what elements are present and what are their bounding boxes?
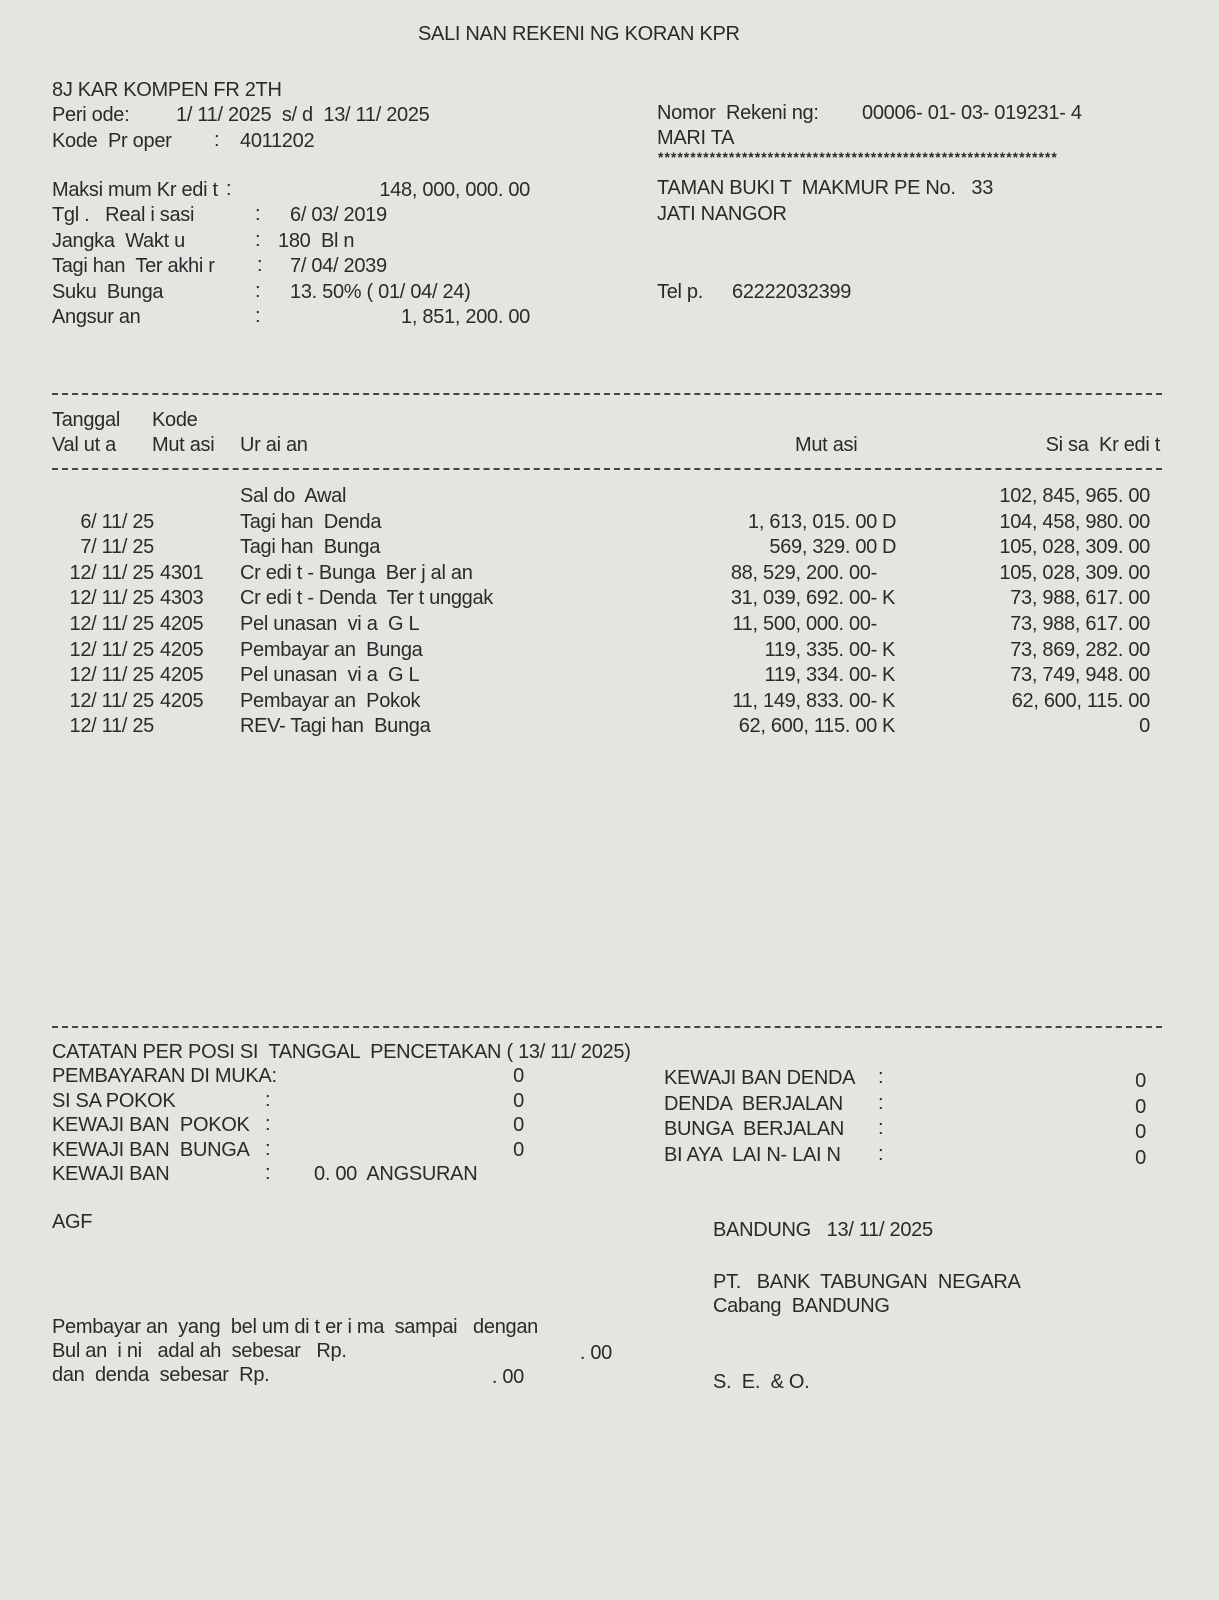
tx-flag: K bbox=[882, 664, 896, 687]
table-row bbox=[0, 586, 1219, 612]
tx-date: 12/ 11/ 25 bbox=[69, 613, 154, 635]
notes-label: SI SA POKOK bbox=[52, 1089, 176, 1112]
customer-name: MARI TA bbox=[657, 127, 735, 149]
tx-description: Pel unasan vi a G L bbox=[240, 613, 420, 635]
tx-description: Tagi han Bunga bbox=[240, 536, 381, 559]
table-row bbox=[0, 612, 1219, 638]
divider bbox=[52, 1026, 1162, 1028]
tx-balance: 105, 028, 309. 00 bbox=[999, 561, 1150, 584]
tx-date: 12/ 11/ 25 bbox=[69, 689, 154, 712]
tx-amount: 31, 039, 692. 00- bbox=[730, 587, 877, 610]
notes-label: BUNGA BERJALAN bbox=[664, 1118, 845, 1140]
address-line-1: TAMAN BUKI T MAKMUR PE No. 33 bbox=[657, 177, 994, 199]
header-tanggal: Tanggal bbox=[52, 409, 120, 431]
tx-description: Cr edi t - Bunga Ber j al an bbox=[240, 561, 473, 584]
divider bbox=[52, 468, 1162, 470]
penalty-amount: . 00 bbox=[491, 1366, 524, 1388]
tx-amount: 62, 600, 115. 00 bbox=[738, 715, 877, 738]
colon: : bbox=[878, 1091, 884, 1114]
tx-description: Sal do Awal bbox=[240, 485, 347, 507]
tx-flag: K bbox=[882, 638, 896, 661]
kode-proper-label: Kode Pr oper bbox=[52, 130, 172, 152]
tx-amount: 1, 613, 015. 00 bbox=[748, 510, 877, 533]
tx-flag: K bbox=[882, 689, 896, 712]
tx-code: 4301 bbox=[160, 561, 204, 584]
unpaid-message-line-3: dan denda sebesar Rp. bbox=[52, 1364, 270, 1386]
notes-label: PEMBAYARAN DI MUKA: bbox=[52, 1065, 277, 1087]
table-row bbox=[0, 663, 1219, 689]
tx-code: 4205 bbox=[160, 664, 204, 687]
tx-date: 7/ 11/ 25 bbox=[80, 536, 154, 559]
notes-title: CATATAN PER POSI SI TANGGAL PENCETAKAN ( 13/ 11/ 2025) bbox=[52, 1041, 631, 1063]
table-row bbox=[0, 484, 1219, 510]
tx-description: Cr edi t - Denda Ter t unggak bbox=[240, 587, 493, 610]
loan-info-value: 148, 000, 000. 00 bbox=[379, 179, 530, 201]
tx-flag: D bbox=[882, 510, 897, 533]
tx-balance: 62, 600, 115. 00 bbox=[1011, 689, 1150, 712]
place-date: BANDUNG 13/ 11/ 2025 bbox=[713, 1219, 933, 1241]
loan-info-label: Jangka Wakt u bbox=[52, 229, 185, 252]
loan-info-label: Tagi han Ter akhi r bbox=[52, 255, 215, 278]
notes-value: 0 bbox=[513, 1065, 524, 1087]
tx-flag: K bbox=[882, 587, 896, 610]
table-row bbox=[0, 638, 1219, 664]
header-mutasi-code: Mut asi bbox=[152, 434, 215, 456]
tx-description: Pel unasan vi a G L bbox=[240, 664, 420, 687]
tx-date: 12/ 11/ 25 bbox=[69, 664, 154, 687]
periode-value: 1/ 11/ 2025 s/ d 13/ 11/ 2025 bbox=[176, 104, 430, 126]
colon: : bbox=[878, 1117, 884, 1139]
colon: : bbox=[255, 279, 261, 302]
telp-label: Tel p. bbox=[657, 281, 704, 303]
table-row bbox=[0, 535, 1219, 561]
tx-code: 4303 bbox=[160, 587, 204, 610]
tx-balance: 104, 458, 980. 00 bbox=[999, 510, 1150, 533]
tx-date: 6/ 11/ 25 bbox=[80, 510, 154, 533]
colon: : bbox=[257, 254, 263, 277]
colon: : bbox=[255, 228, 261, 251]
loan-info-label: Suku Bunga bbox=[52, 280, 164, 303]
bank-name: PT. BANK TABUNGAN NEGARA bbox=[713, 1271, 1021, 1293]
tx-balance: 105, 028, 309. 00 bbox=[999, 536, 1150, 559]
unpaid-message-line-2: Bul an i ni adal ah sebesar Rp. bbox=[52, 1340, 347, 1362]
tx-amount: 119, 335. 00- bbox=[764, 638, 877, 661]
notes-label: KEWAJI BAN POKOK bbox=[52, 1114, 250, 1136]
tx-amount: 11, 500, 000. 00- bbox=[732, 613, 877, 635]
colon: : bbox=[265, 1137, 271, 1160]
kewajiban-value: 0. 00 ANGSURAN bbox=[314, 1163, 478, 1185]
notes-value: 0 bbox=[513, 1089, 524, 1112]
tx-date: 12/ 11/ 25 bbox=[69, 587, 154, 610]
tx-balance: 73, 749, 948. 00 bbox=[1010, 664, 1150, 687]
loan-info-label: Angsur an bbox=[52, 306, 141, 328]
header-kode: Kode bbox=[152, 409, 198, 431]
officer-code: AGF bbox=[52, 1211, 93, 1233]
colon: : bbox=[878, 1142, 884, 1165]
notes-value: 0 bbox=[513, 1114, 524, 1136]
table-row bbox=[0, 714, 1219, 740]
product-name: 8J KAR KOMPEN FR 2TH bbox=[52, 79, 282, 101]
unpaid-message-line-1: Pembayar an yang bel um di t er i ma sampai dengan bbox=[52, 1316, 538, 1338]
address-line-2: JATI NANGOR bbox=[657, 203, 787, 225]
kewajiban-label: KEWAJI BAN bbox=[52, 1163, 170, 1185]
loan-info-label: Tgl . Real i sasi bbox=[52, 204, 195, 227]
tx-description: Pembayar an Bunga bbox=[240, 638, 423, 661]
tx-balance: 73, 988, 617. 00 bbox=[1010, 613, 1150, 635]
colon: : bbox=[255, 305, 261, 327]
tx-balance: 0 bbox=[1139, 715, 1150, 738]
colon: : bbox=[265, 1113, 271, 1135]
tx-balance: 73, 869, 282. 00 bbox=[1010, 638, 1150, 661]
colon: : bbox=[265, 1088, 271, 1111]
notes-value: 0 bbox=[513, 1138, 524, 1161]
notes-value: 0 bbox=[1135, 1095, 1146, 1118]
periode-label: Peri ode: bbox=[52, 104, 130, 126]
loan-info-value: 180 Bl n bbox=[278, 229, 355, 252]
notes-value: 0 bbox=[1135, 1146, 1146, 1169]
colon: : bbox=[255, 203, 261, 226]
tx-flag: K bbox=[882, 715, 896, 738]
notes-label: KEWAJI BAN DENDA bbox=[664, 1067, 856, 1089]
tx-code: 4205 bbox=[160, 638, 204, 661]
tx-description: Tagi han Denda bbox=[240, 510, 382, 533]
notes-value: 0 bbox=[1135, 1121, 1146, 1143]
loan-info-label: Maksi mum Kr edi t bbox=[52, 179, 218, 201]
tx-balance: 102, 845, 965. 00 bbox=[999, 485, 1150, 507]
star-divider: ************************************************************** bbox=[658, 150, 1058, 164]
notes-label: DENDA BERJALAN bbox=[664, 1092, 843, 1115]
notes-label: KEWAJI BAN BUNGA bbox=[52, 1138, 250, 1161]
divider bbox=[52, 393, 1162, 395]
header-valuta: Val ut a bbox=[52, 434, 116, 456]
notes-value: 0 bbox=[1135, 1070, 1146, 1092]
colon: : bbox=[226, 178, 232, 200]
header-mutasi: Mut asi bbox=[795, 434, 858, 456]
tx-date: 12/ 11/ 25 bbox=[69, 715, 154, 738]
kode-proper-value: 4011202 bbox=[240, 130, 315, 152]
colon: : bbox=[878, 1066, 884, 1088]
document-title: SALI NAN REKENI NG KORAN KPR bbox=[418, 23, 740, 45]
tx-balance: 73, 988, 617. 00 bbox=[1010, 587, 1150, 610]
telp-value: 62222032399 bbox=[732, 281, 852, 303]
sign-note: S. E. & O. bbox=[713, 1371, 810, 1393]
tx-amount: 88, 529, 200. 00- bbox=[730, 561, 877, 584]
tx-date: 12/ 11/ 25 bbox=[69, 561, 154, 584]
tx-date: 12/ 11/ 25 bbox=[69, 638, 154, 661]
nomor-rekening-label: Nomor Rekeni ng: bbox=[657, 102, 819, 124]
table-row bbox=[0, 689, 1219, 715]
tx-description: Pembayar an Pokok bbox=[240, 689, 421, 712]
tx-amount: 119, 334. 00- bbox=[764, 664, 877, 687]
loan-info-value: 13. 50% ( 01/ 04/ 24) bbox=[290, 280, 471, 303]
nomor-rekening-value: 00006- 01- 03- 019231- 4 bbox=[862, 102, 1082, 124]
loan-info-value: 1, 851, 200. 00 bbox=[401, 306, 530, 328]
branch-name: Cabang BANDUNG bbox=[713, 1295, 890, 1317]
loan-info-value: 6/ 03/ 2019 bbox=[290, 204, 387, 227]
unpaid-amount: . 00 bbox=[579, 1342, 612, 1364]
tx-code: 4205 bbox=[160, 689, 204, 712]
loan-info-value: 7/ 04/ 2039 bbox=[290, 255, 387, 278]
tx-amount: 11, 149, 833. 00- bbox=[732, 689, 877, 712]
table-row bbox=[0, 510, 1219, 536]
colon: : bbox=[214, 129, 220, 151]
header-uraian: Ur ai an bbox=[240, 434, 308, 456]
header-sisa-kredit: Si sa Kr edi t bbox=[1045, 434, 1160, 456]
tx-code: 4205 bbox=[160, 613, 204, 635]
notes-label: BI AYA LAI N- LAI N bbox=[664, 1143, 841, 1166]
table-row bbox=[0, 561, 1219, 587]
tx-description: REV- Tagi han Bunga bbox=[240, 715, 431, 738]
tx-amount: 569, 329. 00 bbox=[769, 536, 877, 559]
colon: : bbox=[265, 1162, 271, 1184]
tx-flag: D bbox=[882, 536, 897, 559]
